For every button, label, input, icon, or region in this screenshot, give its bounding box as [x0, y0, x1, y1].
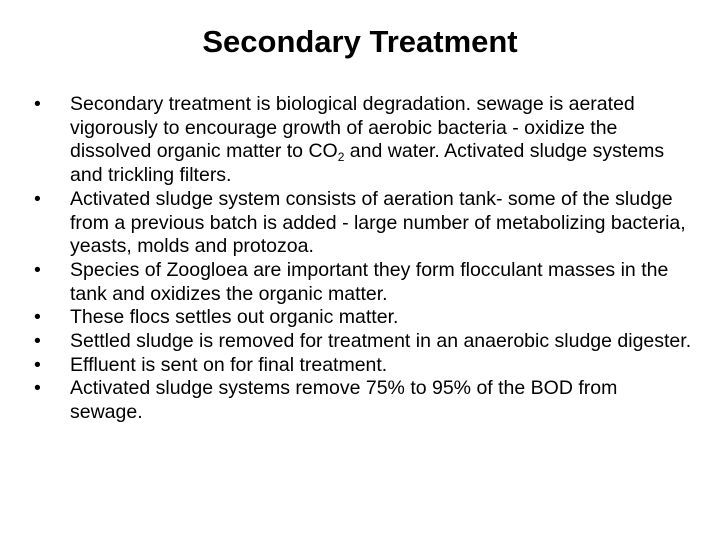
- bullet-item: [34, 330, 694, 354]
- bullet-icon: •: [34, 353, 41, 376]
- bullet-text-part: and water. Activated sludge systems and trickling filters.: [70, 140, 665, 187]
- bullet-item: [34, 93, 694, 188]
- bullet-icon: •: [34, 93, 41, 115]
- bullet-text: Species of Zoogloea are important they form flocculant masses in the tank and oxidizes the organic matter.: [70, 258, 669, 305]
- bullet-item: [34, 259, 694, 306]
- bullet-icon: •: [34, 377, 41, 400]
- bullet-text: These flocs settles out organic matter.: [70, 306, 399, 329]
- bullet-item: [34, 306, 694, 330]
- bullet-item: [34, 354, 694, 378]
- bullet-icon: •: [34, 258, 41, 281]
- bullet-item: [34, 188, 694, 259]
- bullet-icon: •: [34, 330, 41, 353]
- bullet-icon: •: [34, 187, 41, 210]
- bullet-item: [34, 377, 694, 424]
- subscript: 2: [337, 150, 345, 165]
- bullet-list: [34, 93, 694, 425]
- bullet-text: Activated sludge systems remove 75% to 95% of the BOD from sewage.: [70, 377, 618, 424]
- slide-title: Secondary Treatment: [202, 24, 518, 59]
- bullet-text: Activated sludge system consists of aeration tank- some of the sludge from a previous batch is added - large number of metabolizing bacteria, yeasts, molds and protozoa.: [70, 187, 686, 258]
- bullet-icon: •: [34, 306, 41, 329]
- bullet-text: [70, 93, 664, 186]
- bullet-text-part: Secondary treatment is biological degradation. sewage is aerated vigorously to encourage growth of aerobic bacteria - oxidize the dissolved organic matter to CO: [70, 93, 635, 163]
- bullet-text: Effluent is sent on for final treatment.: [70, 353, 388, 376]
- bullet-text: Settled sludge is removed for treatment in an anaerobic sludge digester.: [70, 330, 692, 353]
